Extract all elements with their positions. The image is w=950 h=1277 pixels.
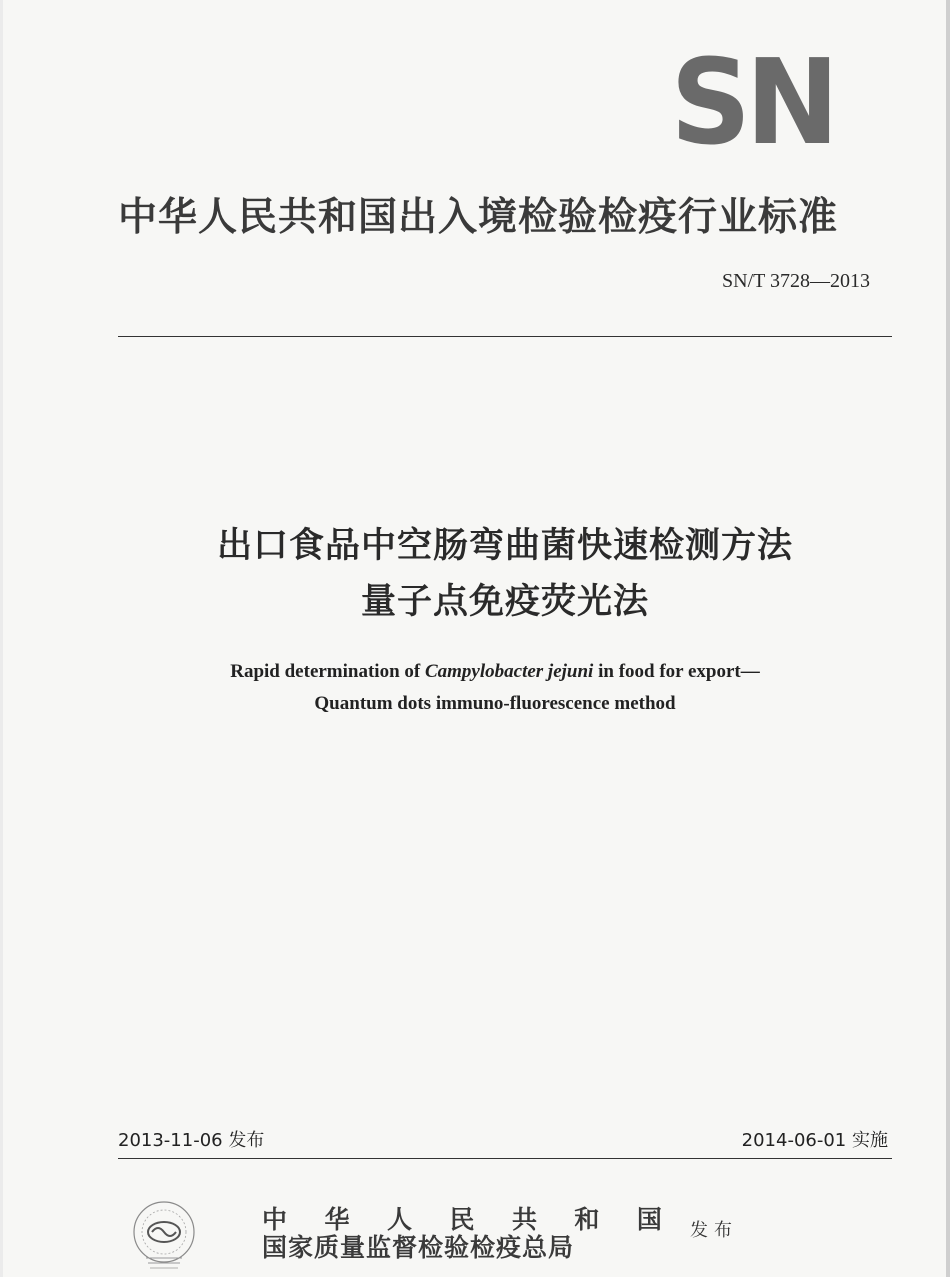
title-chinese — [0, 518, 950, 630]
publisher-char: 中 — [262, 1205, 288, 1234]
title-en-part1: Rapid determination of — [230, 661, 425, 682]
title-en-species: Campylobacter jejuni — [424, 661, 594, 682]
release-label: 发布 — [690, 1220, 738, 1241]
publisher-char: 民 — [449, 1205, 475, 1234]
implementation-date: 2014-06-01 实施 — [741, 1130, 888, 1151]
publisher-agency: 国家质量监督检验检疫总局 — [262, 1233, 575, 1262]
publisher-char: 共 — [511, 1205, 537, 1234]
issue-date: 2013-11-06 发布 — [118, 1130, 265, 1151]
publisher-char: 人 — [386, 1205, 412, 1234]
bottom-divider — [118, 1158, 892, 1159]
page-right-edge — [946, 0, 950, 1277]
sn-logo: SN — [670, 33, 834, 171]
title-en-line2: Quantum dots immuno-fluorescence method — [314, 693, 676, 714]
title-en-part2: in food for export— — [593, 661, 760, 682]
title-cn-line2: 量子点免疫荧光法 — [360, 582, 649, 622]
org-title: 中华人民共和国出入境检验检疫行业标准 — [118, 195, 839, 240]
publisher-char: 和 — [574, 1205, 600, 1234]
title-en-line1 — [0, 656, 950, 688]
top-divider — [118, 336, 892, 337]
page-left-edge — [0, 0, 3, 1277]
standard-code: SN/T 3728—2013 — [722, 270, 870, 292]
title-cn-line1: 出口食品中空肠弯曲菌快速检测方法 — [216, 526, 793, 566]
anti-counterfeit-seal-icon — [124, 1196, 204, 1276]
publisher-char: 国 — [636, 1205, 662, 1234]
title-english — [0, 656, 950, 720]
publisher-char: 华 — [324, 1205, 350, 1234]
